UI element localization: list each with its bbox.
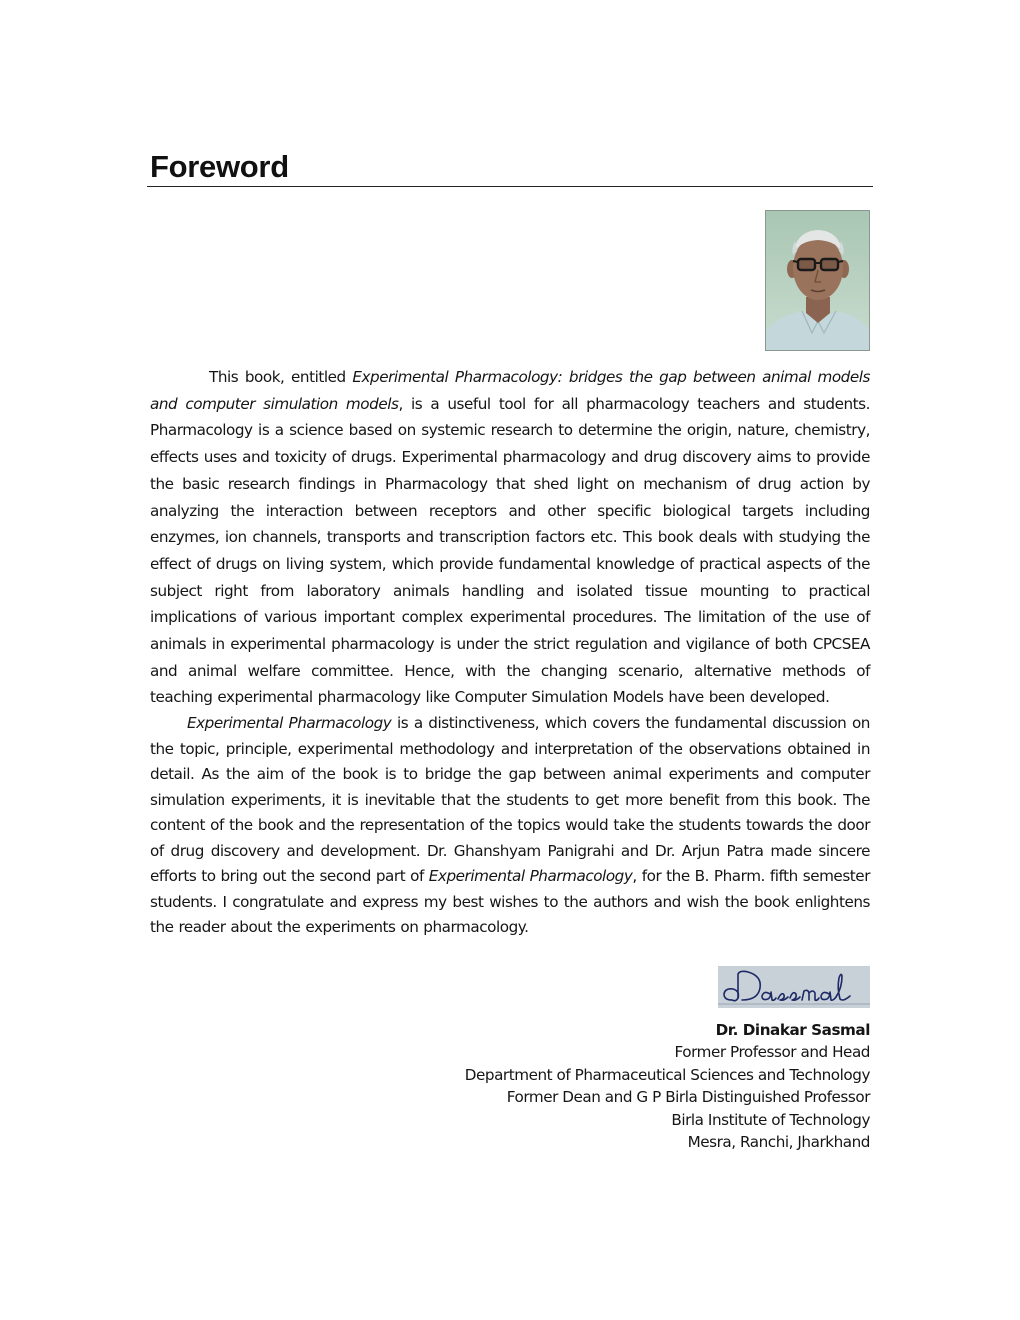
author-department: Department of Pharmaceutical Sciences and Technology [464,1065,870,1084]
signature-illustration [718,966,870,1008]
paragraph-1-text: , is a useful tool for all pharmacology teachers and students. Pharmacology is a science based on systemic research to determine the origin, nature, chemistry, effects uses and toxicity of drugs. Experimental pharmacology and drug discovery aims to provide the basic research findings in Pharmacology that shed light on mechanism of drug action by analyzing the interaction between receptors and other specific biological targets including enzymes, ion channels, transports and transcription factors etc. This book deals with studying the effect of drugs on living system, which provide fundamental knowledge of practical aspects of the subject right from laboratory animals handling and isolated tissue mounting to practical implications of various important complex experimental procedures. The limitation of the use of animals in experimental pharmacology is under the strict regulation and vigilance of both CPCSEA and animal welfare committee. Hence, with the changing scenario, alternative methods of teaching experimental pharmacology like Computer Simulation Models have been developed. [150,394,870,707]
portrait-illustration [766,211,870,351]
author-title: Former Professor and Head [674,1043,870,1062]
paragraph-1 [150,364,870,711]
paragraph-1-intro: This book, entitled [209,368,353,386]
page-title: Foreword [150,149,289,184]
book-title: Experimental Pharmacology [428,867,633,886]
author-name: Dr. Dinakar Sasmal [715,1021,870,1039]
author-signature-block [465,1019,870,1153]
foreword-body [150,364,870,941]
author-institute: Birla Institute of Technology [671,1110,870,1129]
paragraph-2-text: is a distinctiveness, which covers the fundamental discussion on the topic, principle, experimental methodology and interpretation of the observations obtained in detail. As the aim of the book is to bridge the gap between animal experiments and computer simulation experiments, it is inevitable that the students to get more benefit from this book. The content of the book and the representation of the topics would take the students towards the door of drug discovery and development. Dr. Ghanshyam Panigrahi and Dr. Arjun Patra made sincere efforts to bring out the second part of [150,714,870,886]
book-title: Experimental Pharmacology [187,714,392,733]
handwritten-signature [718,966,870,1008]
author-portrait [765,210,870,351]
title-underline [147,186,873,187]
paragraph-2 [150,711,870,941]
author-distinction: Former Dean and G P Birla Distinguished Professor [506,1088,870,1107]
book-title: Experimental Pharmacology: bridges the gap between animal models and computer simulation models [150,368,870,413]
author-location: Mesra, Ranchi, Jharkhand [687,1133,870,1152]
paragraph-2-text: , for the B. Pharm. fifth semester students. I congratulate and express my best wishes to the authors and wish the book enlightens the reader about the experiments on pharmacology. [150,867,870,937]
